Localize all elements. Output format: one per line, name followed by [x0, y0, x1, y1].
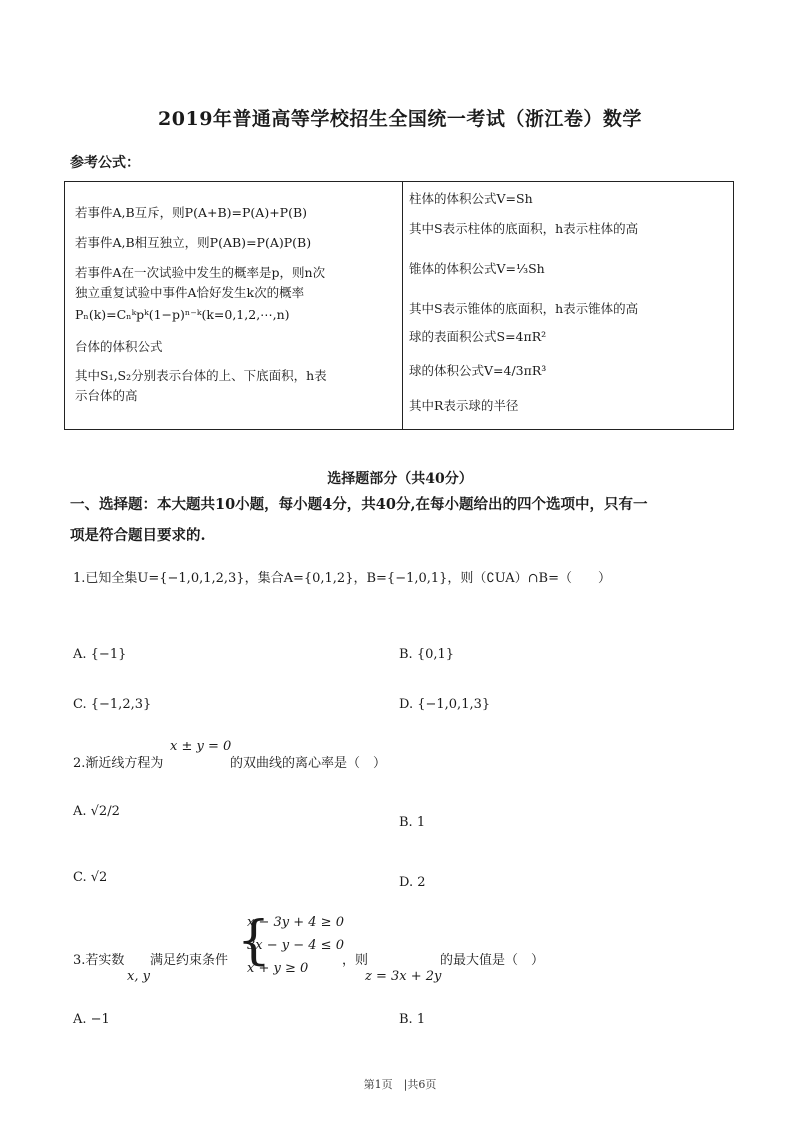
formula-right-5: 球的表面积公式S=4πR² [409, 329, 547, 344]
q1-option-b[interactable]: B. {0,1} [399, 647, 455, 662]
formula-left-2: 若事件A,B相互独立，则P(AB)=P(A)P(B) [75, 235, 312, 250]
q2-option-b[interactable]: B. 1 [399, 815, 426, 830]
question-3-then: ，则 [342, 953, 369, 968]
instructions-line-2: 项是符合题目要求的. [70, 527, 206, 544]
formula-left-7: 其中S₁,S₂分别表示台体的上、下底面积，h表 [75, 368, 327, 383]
question-2-suffix: 的双曲线的离心率是（ ） [230, 756, 387, 771]
q3-option-b[interactable]: B. 1 [399, 1012, 426, 1027]
question-2-equation: x ± y = 0 [170, 739, 232, 754]
formula-right-7: 其中R表示球的半径 [409, 398, 519, 413]
q2-option-c[interactable]: C. √2 [73, 870, 108, 885]
formula-left-4: 独立重复试验中事件A恰好发生k次的概率 [75, 285, 305, 300]
question-2-prefix: 2.渐近线方程为 [73, 756, 164, 771]
question-3-objective: z = 3x + 2y [365, 969, 442, 984]
section-title: 选择题部分（共40分） [327, 471, 473, 487]
formula-table [64, 181, 734, 430]
instructions-line-1: 一、选择题：本大题共10小题，每小题4分，共40分,在每小题给出的四个选项中，只有一 [70, 496, 648, 513]
constraint-2: 3x − y − 4 ≤ 0 [247, 938, 344, 953]
page-title: 2019年普通高等学校招生全国统一考试（浙江卷）数学 [158, 108, 642, 130]
formula-right-4: 其中S表示锥体的底面积，h表示锥体的高 [409, 301, 639, 316]
page-footer: 第1页 |共6页 [363, 1078, 437, 1091]
q2-option-d[interactable]: D. 2 [399, 875, 426, 890]
formula-left-6: 台体的体积公式 [75, 339, 163, 354]
question-3-vars: x, y [127, 969, 150, 984]
q2-option-a[interactable]: A. √2/2 [73, 804, 120, 819]
formula-left-5: Pₙ(k)=Cₙᵏpᵏ(1−p)ⁿ⁻ᵏ(k=0,1,2,⋯,n) [75, 307, 290, 322]
formula-left-1: 若事件A,B互斥，则P(A+B)=P(A)+P(B) [75, 205, 308, 220]
question-3-suffix: 的最大值是（ ） [440, 953, 545, 968]
formula-right-1: 柱体的体积公式V=Sh [409, 191, 533, 206]
question-1-text: 1.已知全集U={−1,0,1,2,3}，集合A={0,1,2}，B={−1,0,1}，则（∁UA）∩B=（ ） [73, 571, 611, 586]
formula-left-3: 若事件A在一次试验中发生的概率是p，则n次 [75, 265, 326, 280]
formula-right-6: 球的体积公式V=4/3πR³ [409, 363, 547, 378]
formula-right-2: 其中S表示柱体的底面积，h表示柱体的高 [409, 221, 639, 236]
q1-option-a[interactable]: A. {−1} [73, 647, 127, 662]
formula-right-3: 锥体的体积公式V=⅓Sh [409, 261, 545, 276]
formula-table-divider [402, 182, 403, 429]
reference-label: 参考公式： [70, 155, 140, 171]
left-brace-icon: { [237, 911, 271, 971]
q1-option-c[interactable]: C. {−1,2,3} [73, 697, 152, 712]
question-3-prefix: 3.若实数 [73, 953, 125, 968]
q1-option-d[interactable]: D. {−1,0,1,3} [399, 697, 491, 712]
constraint-3: x + y ≥ 0 [247, 961, 309, 976]
question-3-mid: 满足约束条件 [150, 953, 229, 968]
q3-option-a[interactable]: A. −1 [73, 1012, 110, 1027]
constraint-1: x − 3y + 4 ≥ 0 [247, 915, 344, 930]
formula-left-8: 示台体的高 [75, 388, 138, 403]
